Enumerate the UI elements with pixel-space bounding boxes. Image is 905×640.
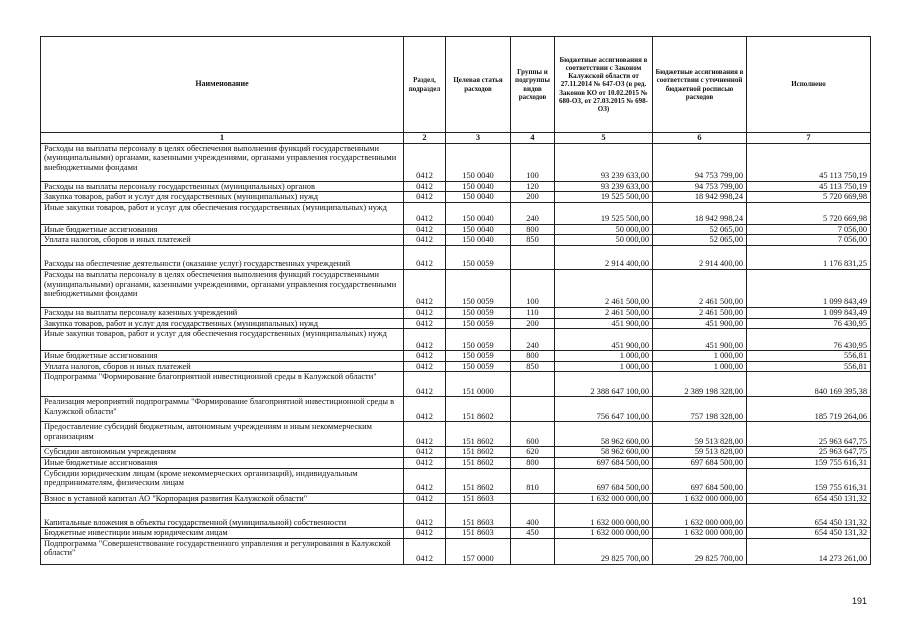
- row-refined-allocation: 52 065,00: [653, 235, 747, 246]
- row-executed: 76 430,95: [747, 318, 871, 329]
- row-section: 0412: [404, 269, 446, 307]
- row-refined-allocation: 1 632 000 000,00: [653, 504, 747, 528]
- row-executed: 159 755 616,31: [747, 457, 871, 468]
- header-name: Наименование: [41, 37, 404, 133]
- row-refined-allocation: 59 513 828,00: [653, 447, 747, 458]
- row-section: 0412: [404, 307, 446, 318]
- row-section: 0412: [404, 468, 446, 493]
- row-article: 151 8602: [446, 447, 511, 458]
- row-section: 0412: [404, 224, 446, 235]
- row-name: Уплата налогов, сборов и иных платежей: [41, 235, 404, 246]
- table-row: [41, 361, 871, 372]
- row-article: 150 0059: [446, 351, 511, 362]
- table-row: [41, 493, 871, 504]
- table-row: [41, 329, 871, 351]
- row-law-allocation: 2 914 400,00: [555, 245, 653, 269]
- row-section: 0412: [404, 447, 446, 458]
- row-article: 150 0040: [446, 181, 511, 192]
- row-group: 100: [511, 143, 555, 181]
- row-refined-allocation: 1 632 000 000,00: [653, 528, 747, 539]
- row-section: 0412: [404, 528, 446, 539]
- table-row: [41, 224, 871, 235]
- table-row: [41, 447, 871, 458]
- row-executed: 185 719 264,06: [747, 397, 871, 422]
- row-article: 157 0000: [446, 538, 511, 564]
- row-group: 850: [511, 361, 555, 372]
- header-law-allocation: Бюджетные ассигнования в соответствии с Законом Калужской области от 27.11.2014 № 647-ОЗ (в ред. Законов КО от 10.02.2015 № 680-ОЗ, от 27.03.2015 № 698-ОЗ): [555, 37, 653, 133]
- row-executed: 7 056,00: [747, 235, 871, 246]
- table-row: [41, 528, 871, 539]
- row-group: 850: [511, 235, 555, 246]
- row-section: 0412: [404, 538, 446, 564]
- table-row: [41, 245, 871, 269]
- row-executed: 556,81: [747, 351, 871, 362]
- row-executed: 654 450 131,32: [747, 504, 871, 528]
- row-article: 151 8602: [446, 422, 511, 447]
- row-law-allocation: 451 900,00: [555, 318, 653, 329]
- row-executed: 14 273 261,00: [747, 538, 871, 564]
- column-number: 4: [511, 133, 555, 144]
- row-refined-allocation: 2 914 400,00: [653, 245, 747, 269]
- row-article: 150 0059: [446, 329, 511, 351]
- row-refined-allocation: 52 065,00: [653, 224, 747, 235]
- row-refined-allocation: 1 632 000 000,00: [653, 493, 747, 504]
- row-name: Взнос в уставной капитал АО "Корпорация развития Калужской области": [41, 493, 404, 504]
- table-row: [41, 468, 871, 493]
- row-group: 200: [511, 192, 555, 203]
- row-executed: 5 720 669,98: [747, 202, 871, 224]
- row-group: 450: [511, 528, 555, 539]
- column-number-row: [41, 133, 871, 144]
- table-row: [41, 372, 871, 397]
- table-row: [41, 181, 871, 192]
- row-law-allocation: 19 525 500,00: [555, 192, 653, 203]
- row-section: 0412: [404, 457, 446, 468]
- row-group: 110: [511, 307, 555, 318]
- row-law-allocation: 50 000,00: [555, 235, 653, 246]
- table-row: [41, 422, 871, 447]
- row-name: Субсидии юридическим лицам (кроме некоммерческих организаций), индивидуальным предпринимателям, физическим лицам: [41, 468, 404, 493]
- row-executed: 159 755 616,31: [747, 468, 871, 493]
- row-refined-allocation: 1 000,00: [653, 351, 747, 362]
- row-group: [511, 538, 555, 564]
- header-refined-allocation: Бюджетные ассигнования в соответствии с уточненной бюджетной росписью расходов: [653, 37, 747, 133]
- row-section: 0412: [404, 422, 446, 447]
- row-law-allocation: 93 239 633,00: [555, 143, 653, 181]
- table-row: [41, 351, 871, 362]
- row-article: 150 0040: [446, 235, 511, 246]
- row-article: 150 0059: [446, 361, 511, 372]
- row-article: 150 0040: [446, 224, 511, 235]
- row-name: Бюджетные инвестиции иным юридическим лицам: [41, 528, 404, 539]
- row-refined-allocation: 757 198 328,00: [653, 397, 747, 422]
- row-law-allocation: 1 000,00: [555, 361, 653, 372]
- row-law-allocation: 29 825 700,00: [555, 538, 653, 564]
- row-law-allocation: 1 632 000 000,00: [555, 493, 653, 504]
- row-executed: 25 963 647,75: [747, 422, 871, 447]
- table-row: [41, 538, 871, 564]
- table-row: [41, 307, 871, 318]
- table-row: [41, 397, 871, 422]
- row-executed: 76 430,95: [747, 329, 871, 351]
- row-law-allocation: 50 000,00: [555, 224, 653, 235]
- row-name: Иные закупки товаров, работ и услуг для обеспечения государственных (муниципальных) нужд: [41, 329, 404, 351]
- row-group: [511, 245, 555, 269]
- row-group: 400: [511, 504, 555, 528]
- header-article: Целевая статья расходов: [446, 37, 511, 133]
- row-article: 150 0040: [446, 202, 511, 224]
- row-name: Расходы на выплаты персоналу государственных (муниципальных) органов: [41, 181, 404, 192]
- row-name: Уплата налогов, сборов и иных платежей: [41, 361, 404, 372]
- row-law-allocation: 451 900,00: [555, 329, 653, 351]
- row-article: 151 0000: [446, 372, 511, 397]
- row-law-allocation: 2 461 500,00: [555, 269, 653, 307]
- row-refined-allocation: 94 753 799,00: [653, 143, 747, 181]
- row-group: 600: [511, 422, 555, 447]
- column-number: 6: [653, 133, 747, 144]
- column-number: 2: [404, 133, 446, 144]
- row-section: 0412: [404, 318, 446, 329]
- row-name: Закупка товаров, работ и услуг для государственных (муниципальных) нужд: [41, 318, 404, 329]
- table-row: [41, 457, 871, 468]
- row-group: 240: [511, 202, 555, 224]
- row-executed: 1 099 843,49: [747, 307, 871, 318]
- budget-table: [40, 36, 871, 565]
- row-group: [511, 372, 555, 397]
- row-section: 0412: [404, 351, 446, 362]
- row-article: 150 0059: [446, 245, 511, 269]
- row-group: 810: [511, 468, 555, 493]
- row-executed: 556,81: [747, 361, 871, 372]
- table-row: [41, 269, 871, 307]
- row-group: 620: [511, 447, 555, 458]
- row-law-allocation: 697 684 500,00: [555, 457, 653, 468]
- row-name: Иные бюджетные ассигнования: [41, 224, 404, 235]
- row-article: 151 8602: [446, 468, 511, 493]
- row-article: 151 8603: [446, 528, 511, 539]
- table-row: [41, 192, 871, 203]
- row-article: 150 0059: [446, 269, 511, 307]
- table-row: [41, 504, 871, 528]
- row-executed: 654 450 131,32: [747, 528, 871, 539]
- row-law-allocation: 2 461 500,00: [555, 307, 653, 318]
- row-name: Подпрограмма "Формирование благоприятной инвестиционной среды в Калужской области": [41, 372, 404, 397]
- header-group: Группы и подгруппы видов расходов: [511, 37, 555, 133]
- row-name: Иные бюджетные ассигнования: [41, 351, 404, 362]
- row-name: Иные закупки товаров, работ и услуг для обеспечения государственных (муниципальных) нужд: [41, 202, 404, 224]
- row-article: 150 0059: [446, 318, 511, 329]
- row-refined-allocation: 697 684 500,00: [653, 457, 747, 468]
- row-section: 0412: [404, 372, 446, 397]
- row-law-allocation: 1 632 000 000,00: [555, 504, 653, 528]
- row-name: Капитальные вложения в объекты государственной (муниципальной) собственности: [41, 504, 404, 528]
- row-law-allocation: 697 684 500,00: [555, 468, 653, 493]
- row-name: Расходы на выплаты персоналу в целях обеспечения выполнения функций государственными (муниципальными) органами, казенными учреждениями, органами управления государственными внебюджетными фондами: [41, 143, 404, 181]
- table-row: [41, 235, 871, 246]
- row-law-allocation: 1 632 000 000,00: [555, 528, 653, 539]
- row-group: 120: [511, 181, 555, 192]
- row-refined-allocation: 29 825 700,00: [653, 538, 747, 564]
- row-section: 0412: [404, 181, 446, 192]
- row-section: 0412: [404, 235, 446, 246]
- row-section: 0412: [404, 493, 446, 504]
- row-name: Закупка товаров, работ и услуг для государственных (муниципальных) нужд: [41, 192, 404, 203]
- row-executed: 654 450 131,32: [747, 493, 871, 504]
- row-group: [511, 397, 555, 422]
- row-name: Расходы на выплаты персоналу казенных учреждений: [41, 307, 404, 318]
- row-refined-allocation: 451 900,00: [653, 318, 747, 329]
- column-number: 5: [555, 133, 653, 144]
- row-refined-allocation: 2 461 500,00: [653, 269, 747, 307]
- row-article: 151 8603: [446, 493, 511, 504]
- row-article: 151 8603: [446, 504, 511, 528]
- row-name: Субсидии автономным учреждениям: [41, 447, 404, 458]
- row-refined-allocation: 2 389 198 328,00: [653, 372, 747, 397]
- row-section: 0412: [404, 361, 446, 372]
- row-name: Подпрограмма "Совершенствование государственного управления и регулирования в Калужской области": [41, 538, 404, 564]
- row-group: 100: [511, 269, 555, 307]
- row-name: Предоставление субсидий бюджетным, автономным учреждениям и иным некоммерческим организациям: [41, 422, 404, 447]
- row-group: 240: [511, 329, 555, 351]
- row-refined-allocation: 2 461 500,00: [653, 307, 747, 318]
- row-law-allocation: 58 962 600,00: [555, 447, 653, 458]
- row-article: 151 8602: [446, 457, 511, 468]
- row-section: 0412: [404, 245, 446, 269]
- row-refined-allocation: 94 753 799,00: [653, 181, 747, 192]
- column-number: 3: [446, 133, 511, 144]
- row-law-allocation: 756 647 100,00: [555, 397, 653, 422]
- page-number: 191: [851, 596, 867, 606]
- row-group: [511, 493, 555, 504]
- row-group: 800: [511, 224, 555, 235]
- row-executed: 45 113 750,19: [747, 181, 871, 192]
- row-section: 0412: [404, 329, 446, 351]
- column-number: 7: [747, 133, 871, 144]
- row-refined-allocation: 451 900,00: [653, 329, 747, 351]
- header-row: [41, 37, 871, 133]
- row-law-allocation: 58 962 600,00: [555, 422, 653, 447]
- row-refined-allocation: 18 942 998,24: [653, 192, 747, 203]
- row-executed: 1 099 843,49: [747, 269, 871, 307]
- row-article: 150 0040: [446, 192, 511, 203]
- row-refined-allocation: 697 684 500,00: [653, 468, 747, 493]
- row-executed: 1 176 831,25: [747, 245, 871, 269]
- row-executed: 7 056,00: [747, 224, 871, 235]
- row-article: 150 0040: [446, 143, 511, 181]
- row-group: 200: [511, 318, 555, 329]
- table-row: [41, 318, 871, 329]
- header-executed: Исполнено: [747, 37, 871, 133]
- row-refined-allocation: 18 942 998,24: [653, 202, 747, 224]
- row-group: 800: [511, 351, 555, 362]
- row-law-allocation: 93 239 633,00: [555, 181, 653, 192]
- row-section: 0412: [404, 143, 446, 181]
- row-section: 0412: [404, 397, 446, 422]
- row-refined-allocation: 59 513 828,00: [653, 422, 747, 447]
- row-name: Расходы на обеспечение деятельности (оказание услуг) государственных учреждений: [41, 245, 404, 269]
- table-row: [41, 202, 871, 224]
- row-name: Расходы на выплаты персоналу в целях обеспечения выполнения функций государственными (муниципальными) органами, казенными учреждениями, органами управления государственными внебюджетными фондами: [41, 269, 404, 307]
- row-refined-allocation: 1 000,00: [653, 361, 747, 372]
- row-group: 800: [511, 457, 555, 468]
- header-section: Раздел, подраздел: [404, 37, 446, 133]
- row-section: 0412: [404, 192, 446, 203]
- row-article: 151 8602: [446, 397, 511, 422]
- row-law-allocation: 1 000,00: [555, 351, 653, 362]
- row-law-allocation: 19 525 500,00: [555, 202, 653, 224]
- row-executed: 840 169 395,38: [747, 372, 871, 397]
- row-section: 0412: [404, 504, 446, 528]
- row-name: Иные бюджетные ассигнования: [41, 457, 404, 468]
- column-number: 1: [41, 133, 404, 144]
- row-law-allocation: 2 388 647 100,00: [555, 372, 653, 397]
- row-executed: 25 963 647,75: [747, 447, 871, 458]
- row-article: 150 0059: [446, 307, 511, 318]
- row-section: 0412: [404, 202, 446, 224]
- row-executed: 45 113 750,19: [747, 143, 871, 181]
- row-executed: 5 720 669,98: [747, 192, 871, 203]
- table-row: [41, 143, 871, 181]
- row-name: Реализация мероприятий подпрограммы "Формирование благоприятной инвестиционной среды в Калужской области": [41, 397, 404, 422]
